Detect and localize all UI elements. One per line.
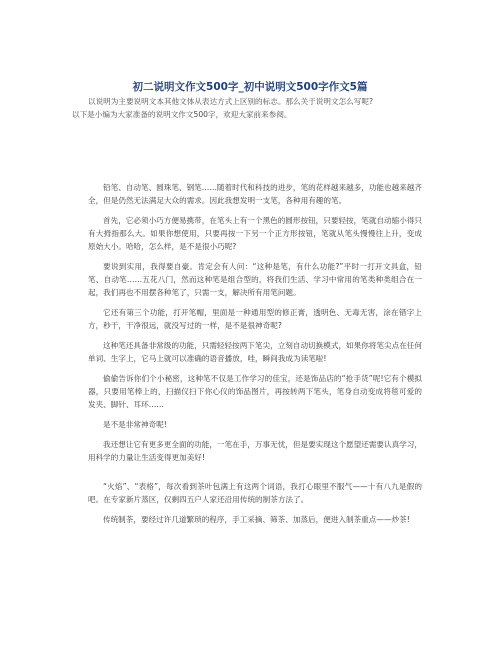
paragraph: “火焰”、“表格”，每次看到茶叶包满上有这两个词语，我打心眼里不服气——十有八九是假的吧。在专家新片蒸区，仅剩四五户人家还沿用传统的制茶方法了。	[88, 482, 422, 504]
intro-line: 以说明为主要说明文本其他文体从表达方式上区别的标志。那么关于说明文怎么写呢?	[88, 97, 373, 106]
paragraph: 偷偷告诉你们个小秘密，这种笔不仅是工作学习的佳宝，还是饰品店的“抢手货”呢!它有个模拟器，只要用笔棒上的，扫描仪扫下你心仪的饰品图片，再按转两下笔头，笔身自动变成将毯可爱的发夹、脚针、耳环……	[88, 374, 422, 409]
paragraph: 首先，它必须小巧方便易携带，在笔头上有一个黑色的圆形按钮，只要轻按，笔就自动缩小得只有大拇指那么大。如果你想使用，只要再按一下另一个正方形按钮，笔就从笔头慢慢往上升，变成原始大小。哈哈，怎么样，是不是很小巧呢?	[88, 216, 422, 251]
paragraph: 它还有第三个功能，打开笔帽，里面是一种通用型的修正膏，透明色、无毒无害，涂在错字上方，秒干，干净很远，就没写过的一样，是不是很神奇呢?	[88, 308, 422, 330]
paragraph: 传统制茶，要经过许几道繁琐的程序，手工采摘、筛茶、加蒸后，便进入制茶重点——炒茶!	[103, 515, 410, 524]
paragraph: 铅笔、自动笔、圆珠笔、钢笔……随着时代和科技的进步，笔的花样越来越多，功能也越来越齐全，但是仍然无法满足大众的需求。因此我想发明一支笔，各种用有趣的笔。	[88, 183, 422, 205]
intro-text	[72, 95, 444, 121]
paragraph: 要说到实用，我得要自豪。肯定会有人问：“这种是笔，有什么功能?”平时一打开文具盒，铅笔、自动笔……五花八门，然而这种笔是组合型的，将我们生活、学习中常用的笔类种类组合在一起，我们再也不用摆各种笔了，只需一支，解决所有用笔问题。	[88, 262, 422, 297]
article-body	[88, 181, 422, 533]
paragraph: 是不是非常神奇呢!	[103, 420, 167, 429]
document-title: 初二说明文作文500字_初中说明文500字作文5篇	[132, 81, 368, 93]
paragraph: 我还想让它有更多更全面的功能，一笔在手，万事无忧，但是要实现这个愿望还需要认真学习，用科学的力量让生活变得更加美好!	[88, 440, 422, 462]
paragraph: 这种笔还具备非常级的功能，只需轻轻按两下笔尖，立刻自动切换模式，如果你将笔尖点在任何单词、生字上，它马上就可以准确的语音播放，哇，瞬间我成为读笔啦!	[88, 341, 422, 363]
intro-line: 以下是小编为大家准备的说明文作文500字，欢迎大家前来参阅。	[72, 110, 292, 119]
